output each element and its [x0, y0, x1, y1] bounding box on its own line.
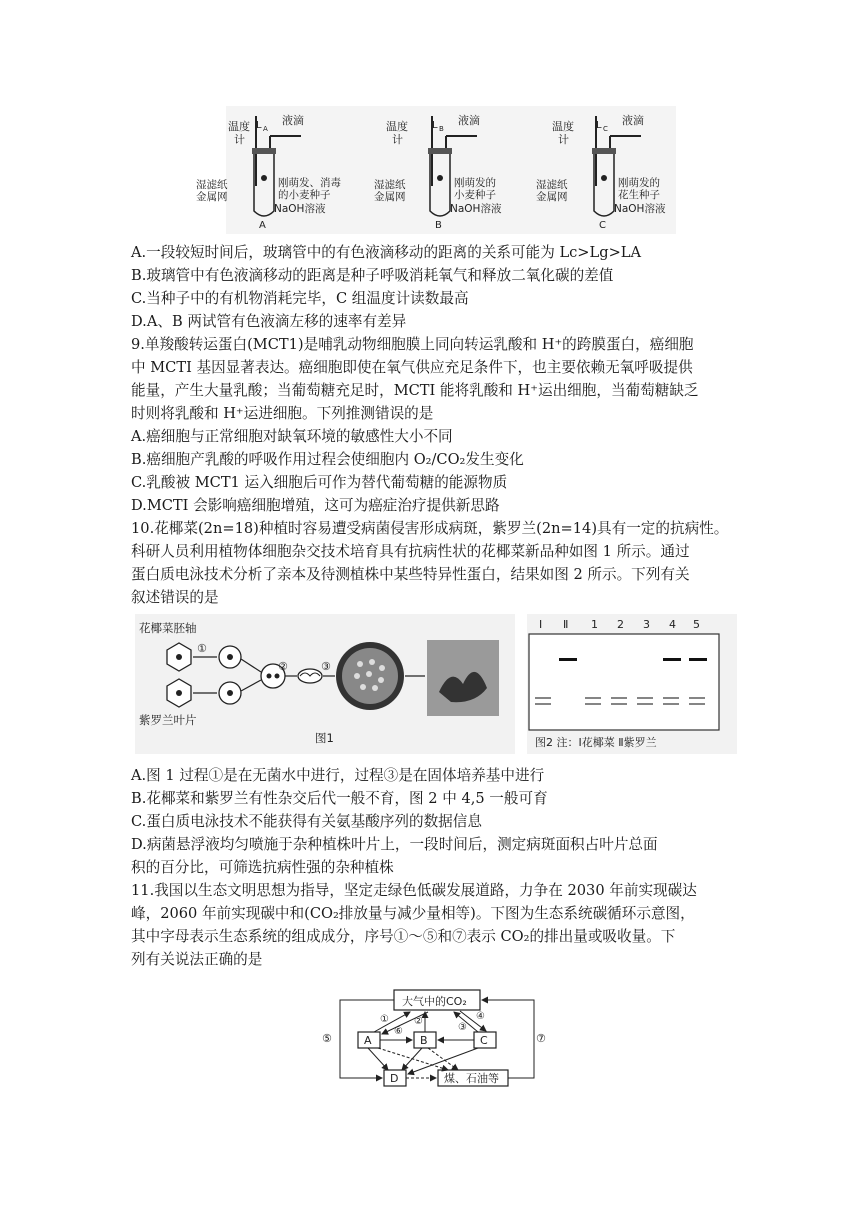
q9-stem-line-4: 时则将乳酸和 H⁺运进细胞。下列推测错误的是	[131, 405, 434, 422]
fig1-top-label: 花椰菜胚轴	[139, 621, 197, 635]
q10-stem-line-4: 叙述错误的是	[131, 589, 219, 606]
q10-stem-line-2: 科研人员利用植物体细胞杂交技术培育具有抗病性状的花椰菜新品种如图 1 所示。通过	[131, 543, 690, 560]
svg-text:②: ②	[278, 660, 288, 673]
svg-text:NaOH溶液: NaOH溶液	[450, 203, 502, 215]
q9-stem-line-3: 能量，产生大量乳酸；当葡萄糖充足时，MCTI 能将乳酸和 H⁺运出细胞，当葡萄糖缺乏	[131, 382, 699, 399]
svg-text:5: 5	[693, 618, 700, 631]
svg-text:液滴: 液滴	[458, 114, 480, 127]
q10-stem-line-3: 蛋白质电泳技术分析了亲本及待测植株中某些特异性蛋白，结果如图 2 所示。下列有关	[131, 566, 690, 583]
svg-text:大气中的CO₂: 大气中的CO₂	[402, 995, 467, 1008]
svg-text:湿滤纸: 湿滤纸	[536, 179, 568, 191]
fig2-caption: 图2 注：Ⅰ花椰菜 Ⅱ紫罗兰	[535, 736, 657, 749]
svg-text:B: B	[439, 125, 444, 133]
svg-text:刚萌发、消毒: 刚萌发、消毒	[278, 177, 341, 189]
electrophoresis-figure-2	[527, 614, 737, 754]
svg-text:计: 计	[558, 133, 569, 146]
svg-text:③: ③	[458, 1022, 467, 1033]
fig1-caption: 图1	[315, 731, 334, 745]
q11-stem-line-2: 峰，2060 年前实现碳中和(CO₂排放量与减少量相等)。下图为生态系统碳循环示意图，	[131, 905, 695, 922]
svg-text:③: ③	[321, 660, 331, 673]
q10-option-a: A.图 1 过程①是在无菌水中进行，过程③是在固体培养基中进行	[131, 767, 545, 784]
svg-text:刚萌发的: 刚萌发的	[618, 177, 660, 189]
q8-option-d: D.A、B 两试管有色液滴左移的速率有差异	[131, 313, 407, 330]
svg-text:液滴: 液滴	[282, 114, 304, 127]
svg-text:①: ①	[197, 642, 207, 655]
q10-option-d-line-1: D.病菌悬浮液均匀喷施于杂种植株叶片上，一段时间后，测定病斑面积占叶片总面	[131, 836, 658, 853]
svg-text:刚萌发的: 刚萌发的	[454, 177, 496, 189]
svg-text:温度: 温度	[228, 120, 250, 133]
q9-option-a: A.癌细胞与正常细胞对缺氧环境的敏感性大小不同	[131, 428, 453, 445]
svg-text:液滴: 液滴	[622, 114, 644, 127]
q11-stem-line-3: 其中字母表示生态系统的组成成分，序号①～⑤和⑦表示 CO₂的排出量或吸收量。下	[131, 928, 676, 945]
svg-text:金属网: 金属网	[374, 191, 406, 203]
q9-option-c: C.乳酸被 MCT1 运入细胞后可作为替代葡萄糖的能源物质	[131, 474, 508, 491]
svg-text:Ⅱ: Ⅱ	[563, 618, 569, 631]
svg-text:①: ①	[380, 1014, 389, 1025]
svg-text:②: ②	[414, 1016, 423, 1027]
svg-text:Ⅰ: Ⅰ	[539, 618, 543, 631]
q11-stem-line-1: 11.我国以生态文明思想为指导，坚定走绿色低碳发展道路，力争在 2030 年前实现碳达	[131, 882, 697, 899]
svg-text:B: B	[420, 1034, 428, 1047]
svg-text:⑥: ⑥	[394, 1026, 403, 1037]
svg-text:计: 计	[234, 133, 245, 146]
svg-text:NaOH溶液: NaOH溶液	[274, 203, 326, 215]
svg-text:NaOH溶液: NaOH溶液	[614, 203, 666, 215]
q10-option-c: C.蛋白质电泳技术不能获得有关氨基酸序列的数据信息	[131, 813, 482, 830]
svg-text:温度: 温度	[386, 120, 408, 133]
svg-text:C: C	[480, 1034, 488, 1047]
q9-option-d: D.MCTI 会影响癌细胞增殖，这可为癌症治疗提供新思路	[131, 497, 500, 514]
q11-stem-line-4: 列有关说法正确的是	[131, 951, 263, 968]
carbon-cycle-diagram	[318, 984, 556, 1094]
svg-text:金属网: 金属网	[196, 191, 228, 203]
svg-text:C: C	[603, 125, 608, 133]
svg-text:B: B	[435, 220, 442, 231]
svg-text:2: 2	[617, 618, 624, 631]
svg-text:湿滤纸: 湿滤纸	[374, 179, 406, 191]
svg-text:温度: 温度	[552, 120, 574, 133]
svg-text:花生种子: 花生种子	[618, 189, 660, 201]
svg-text:小麦种子: 小麦种子	[454, 189, 496, 201]
svg-text:煤、石油等: 煤、石油等	[444, 1072, 499, 1085]
svg-text:金属网: 金属网	[536, 191, 568, 203]
q10-option-d-line-2: 积的百分比，可筛选抗病性强的杂种植株	[131, 859, 394, 876]
svg-text:A: A	[263, 125, 268, 133]
svg-text:A: A	[259, 220, 266, 231]
svg-text:的小麦种子: 的小麦种子	[278, 189, 331, 201]
svg-text:⑤: ⑤	[322, 1032, 332, 1045]
svg-text:3: 3	[643, 618, 650, 631]
svg-text:L: L	[596, 120, 602, 131]
svg-text:④: ④	[476, 1011, 485, 1022]
svg-text:计: 计	[392, 133, 403, 146]
q8-option-a: A.一段较短时间后，玻璃管中的有色液滴移动的距离的关系可能为 Lc>Lg>LA	[131, 244, 642, 261]
svg-text:A: A	[364, 1034, 372, 1047]
q9-option-b: B.癌细胞产乳酸的呼吸作用过程会使细胞内 O₂/CO₂发生变化	[131, 451, 524, 468]
somatic-hybridization-figure-1	[135, 614, 515, 754]
svg-text:⑦: ⑦	[536, 1032, 546, 1045]
q9-stem-line-1: 9.单羧酸转运蛋白(MCT1)是哺乳动物细胞膜上同向转运乳酸和 H⁺的跨膜蛋白，癌细胞	[131, 336, 694, 353]
svg-text:L: L	[256, 120, 262, 131]
svg-text:D: D	[390, 1072, 399, 1085]
svg-text:1: 1	[591, 618, 598, 631]
q8-option-b: B.玻璃管中有色液滴移动的距离是种子呼吸消耗氧气和释放二氧化碳的差值	[131, 267, 614, 284]
respiration-apparatus-figure	[196, 106, 676, 234]
svg-text:L: L	[432, 120, 438, 131]
svg-text:C: C	[599, 220, 606, 231]
svg-text:湿滤纸: 湿滤纸	[196, 179, 228, 191]
q8-option-c: C.当种子中的有机物消耗完毕，C 组温度计读数最高	[131, 290, 469, 307]
q10-stem-line-1: 10.花椰菜(2n=18)种植时容易遭受病菌侵害形成病斑，紫罗兰(2n=14)具有一定的抗病性。	[131, 520, 729, 537]
svg-text:4: 4	[669, 618, 676, 631]
q9-stem-line-2: 中 MCTI 基因显著表达。癌细胞即使在氧气供应充足条件下，也主要依赖无氧呼吸提供	[131, 359, 693, 376]
q10-option-b: B.花椰菜和紫罗兰有性杂交后代一般不育，图 2 中 4,5 一般可育	[131, 790, 548, 807]
fig1-bottom-label: 紫罗兰叶片	[139, 713, 197, 727]
